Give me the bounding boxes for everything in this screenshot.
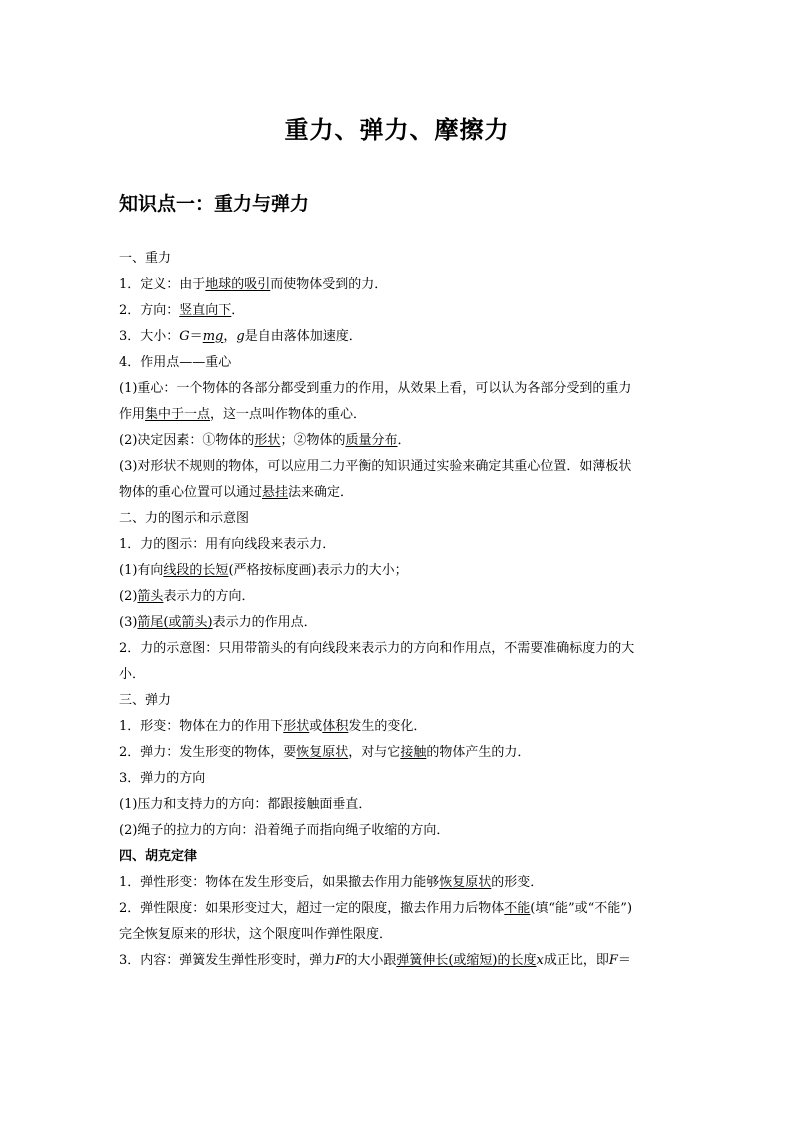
text-fragment: ， [223,329,237,344]
text-fragment: 作用 [119,407,146,422]
symbol-x: x [536,953,544,968]
answer-blank: mg [202,329,224,344]
center-of-gravity-line2 [119,402,679,428]
text-fragment: ，这一点叫作物体的重心． [210,407,367,422]
gravity-definition [119,272,679,298]
text-fragment: 1．弹性形变：物体在发生形变后，如果撤去作用力能够 [119,875,440,890]
diagram-heading: 二、力的图示和示意图 [119,511,250,526]
text-fragment: 2．弹力：发生形变的物体，要 [119,745,297,760]
text-fragment: ；②物体的 [280,433,346,448]
section-heading: 知识点一：重力与弹力 [119,193,310,215]
elastic-heading: 三、弹力 [119,693,172,708]
elastic-direction-pressure: (1)压力和支持力的方向：都跟接触面垂直． [119,797,372,812]
text-fragment: 1．定义：由于 [119,277,206,292]
elastic-limit-line2: 完全恢复原来的形状，这个限度叫作弹性限度． [119,927,393,942]
elastic-force-definition [119,740,679,766]
text-fragment: ． [397,433,411,448]
irregular-object-line2 [119,480,679,506]
text-fragment: 2．弹性限度：如果形变过大，超过一定的限度，撤去作用力后物体 [119,901,505,916]
text-fragment: ，对与它 [348,745,401,760]
text-fragment: 是自由落体加速度． [244,329,362,344]
gravity-point-heading: 4．作用点——重心 [119,355,232,370]
hooke-law-content [119,948,679,974]
text-fragment: 物体的重心位置可以通过 [119,485,263,500]
text-fragment: 表示力的方向． [163,589,255,604]
answer-blank: 接触 [400,745,427,760]
center-of-gravity-factors [119,428,679,454]
force-schematic-line2: 小． [119,667,146,682]
text-fragment: ． [231,303,245,318]
force-graphic-length [119,558,679,584]
gravity-magnitude [119,324,679,350]
text-fragment: 3．内容：弹簧发生弹性形变时，弹力 [119,953,336,968]
hooke-heading: 四、胡克定律 [119,849,198,864]
deformation-definition [119,714,679,740]
document-body [119,246,679,974]
text-fragment: 发生的变化． [348,719,427,734]
text-fragment: (严格按标度画)表示力的大小； [228,563,408,578]
text-fragment: 的形变． [491,875,544,890]
irregular-object-line1: (3)对形状不规则的物体，可以应用二力平衡的知识通过实验来确定其重心位置．如薄板状 [119,459,632,474]
answer-blank: 集中于一点 [145,407,211,422]
answer-blank: 形状 [254,433,281,448]
elastic-direction-rope: (2)绳子的拉力的方向：沿着绳子而指向绳子收缩的方向． [119,823,450,838]
text-fragment: 或 [309,719,323,734]
answer-blank: 质量分布 [345,433,398,448]
text-fragment: (2)决定因素：①物体的 [119,433,255,448]
symbol-g: g [236,329,245,344]
symbol-F: F [335,953,345,968]
answer-blank: 悬挂 [262,485,289,500]
center-of-gravity-line1: (1)重心：一个物体的各部分都受到重力的作用，从效果上看，可以认为各部分受到的重力 [119,381,632,396]
force-graphic-tail [119,610,679,636]
text-fragment: (3) [119,615,138,630]
symbol-F: F [608,953,618,968]
text-fragment: 成正比，即 [543,953,609,968]
text-fragment: 而使物体受到的力． [270,277,388,292]
text-fragment: 的物体产生的力． [426,745,531,760]
answer-blank: 形状 [283,719,310,734]
answer-blank: 箭尾(或箭头) [137,615,213,630]
answer-blank: 地球的吸引 [205,277,271,292]
answer-blank: 体积 [322,719,349,734]
elastic-direction-heading: 3．弹力的方向 [119,771,206,786]
symbol-G: G [179,329,190,344]
text-fragment: 1．形变：物体在力的作用下 [119,719,284,734]
text-fragment: 的大小跟 [344,953,397,968]
document-title: 重力、弹力、摩擦力 [284,116,510,144]
force-graphic: 1．力的图示：用有向线段来表示力． [119,537,336,552]
gravity-direction [119,298,679,324]
gravity-heading: 一、重力 [119,251,172,266]
answer-blank: 恢复原状 [439,875,492,890]
equals-sign: ＝ [189,329,203,344]
text-fragment: (1)有向 [119,563,164,578]
answer-blank: 恢复原状 [296,745,349,760]
elastic-deformation [119,870,679,896]
answer-blank: 线段的长短 [163,563,229,578]
answer-blank: 不能 [504,901,531,916]
force-graphic-arrow [119,584,679,610]
text-fragment: (填“能”或“不能”) [530,901,633,916]
equals-sign: ＝ [617,953,631,968]
answer-blank: 箭头 [137,589,164,604]
text-fragment: 法来确定． [288,485,354,500]
answer-blank: 竖直向下 [179,303,232,318]
text-fragment: (2) [119,589,138,604]
text-fragment: 2．方向： [119,303,180,318]
text-fragment: 表示力的作用点． [212,615,317,630]
answer-blank: 弹簧伸长(或缩短)的长度 [396,953,537,968]
text-fragment: 3．大小： [119,329,180,344]
force-schematic-line1: 2．力的示意图：只用带箭头的有向线段来表示力的方向和作用点，不需要准确标度力的大 [119,641,635,656]
elastic-limit-line1 [119,896,679,922]
